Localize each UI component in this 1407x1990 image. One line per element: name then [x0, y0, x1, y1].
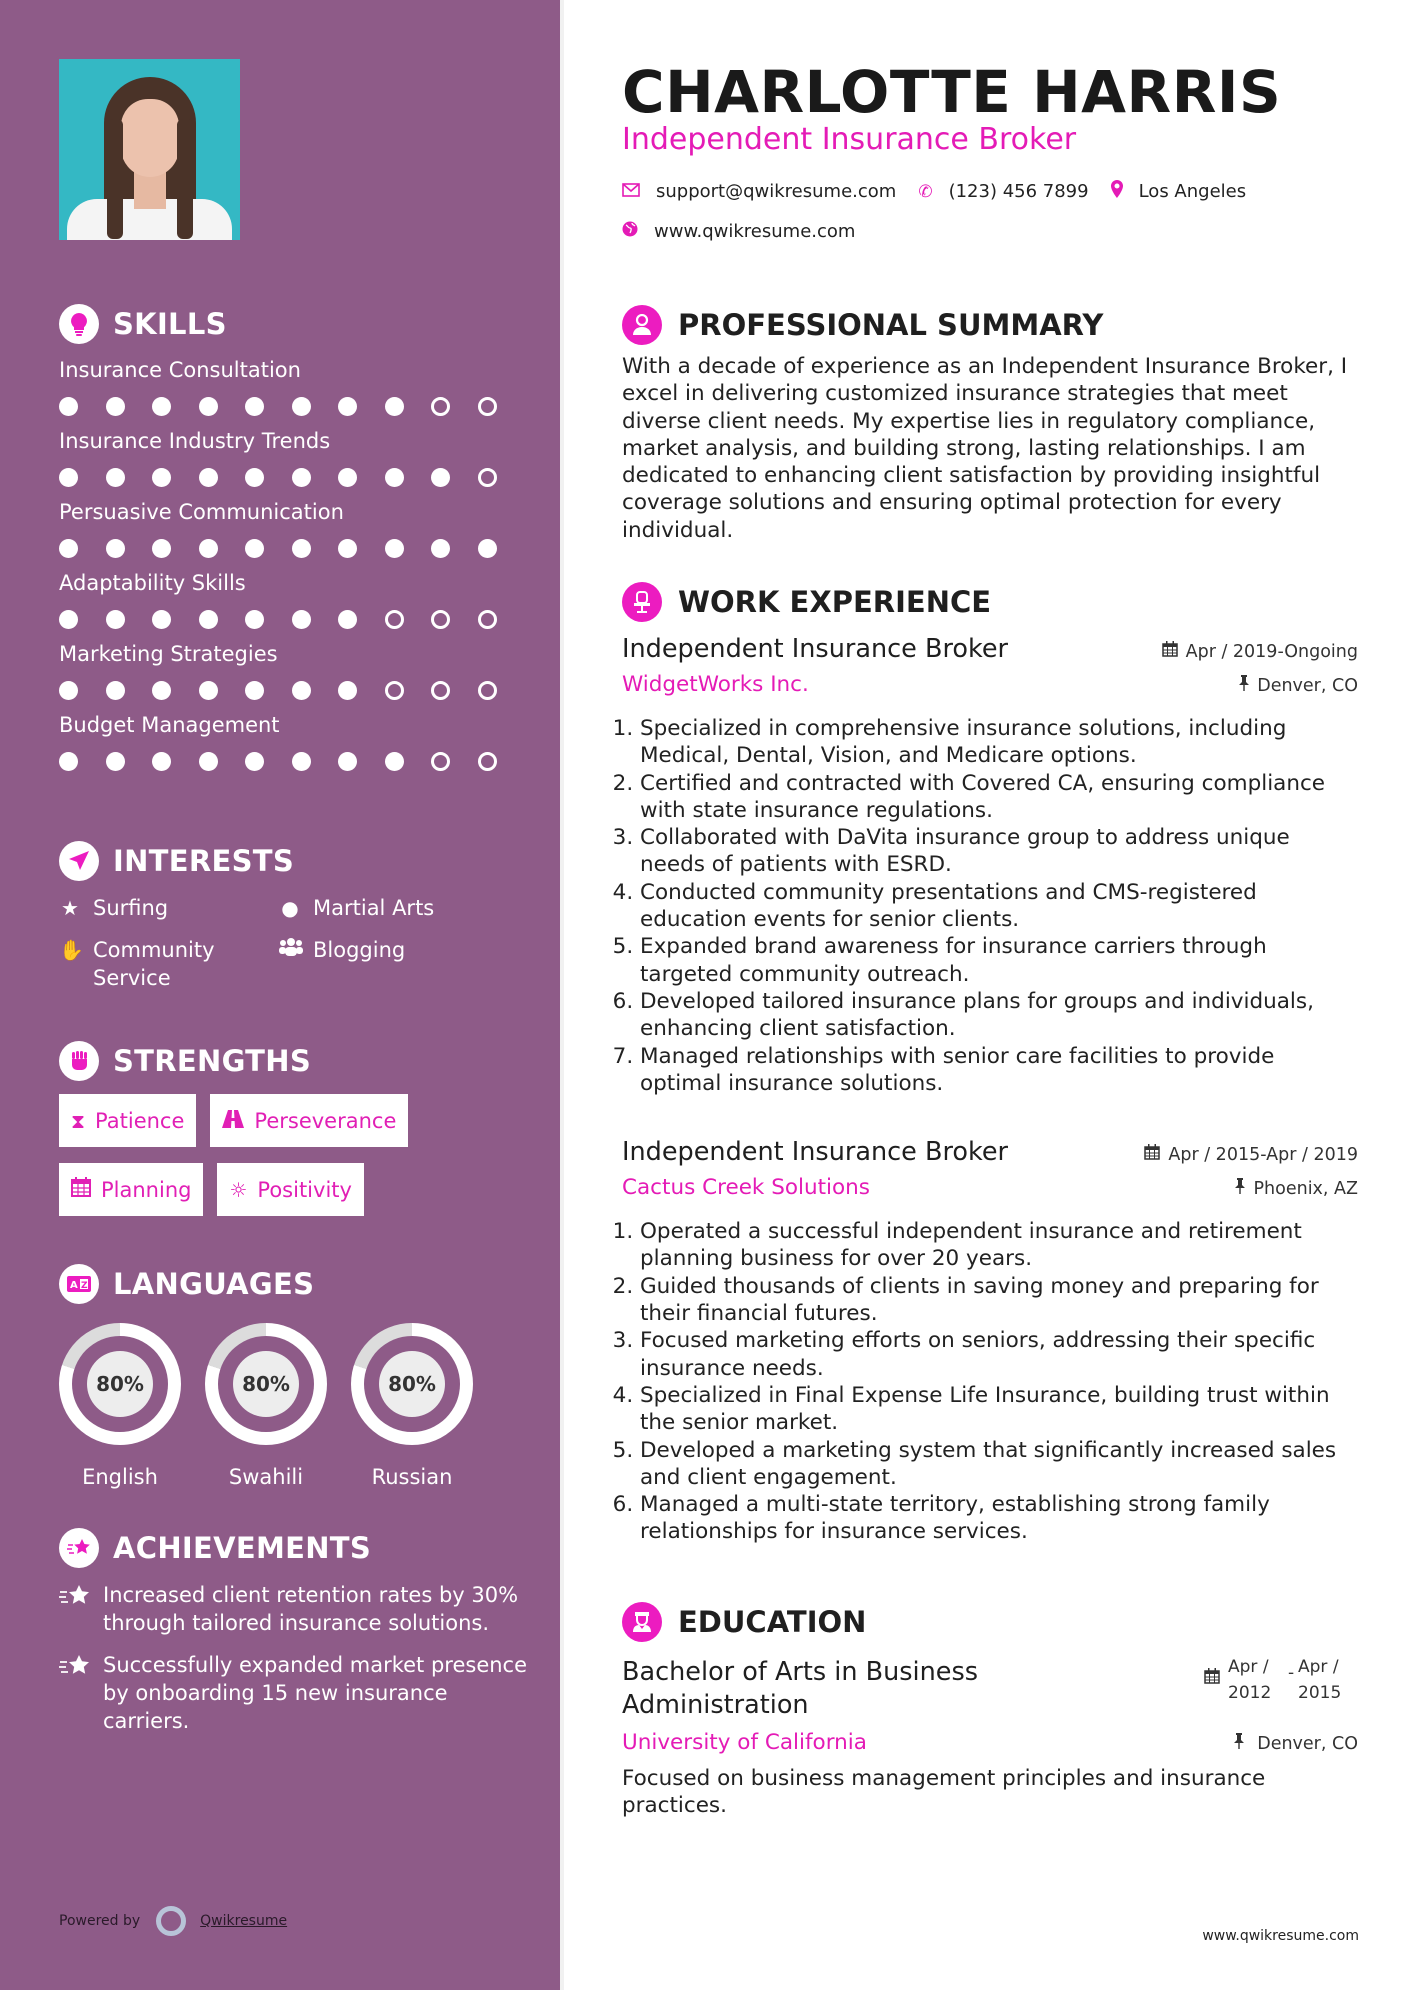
rating-dot-filled: [106, 468, 125, 487]
education-title: EDUCATION: [678, 1605, 867, 1639]
job-title: Independent Insurance Broker: [622, 634, 1008, 664]
rating-dot-empty: [478, 752, 497, 771]
rating-dot-filled: [245, 468, 264, 487]
shooting-star-icon: [59, 1653, 93, 1735]
education-school: University of California: [622, 1730, 867, 1755]
graduate-icon: [622, 1602, 662, 1642]
user-icon: [622, 305, 662, 345]
summary-text: With a decade of experience as an Independent Insurance Broker, I excel in delivering customized insurance strategies that meet diverse client needs. My expertise lies in regulatory compliance, market analysis, and building strong, lasting relationships. I am dedicated to enhancing client satisfaction by providing insightful coverage solutions and ensuring optimal protection for every individual.: [622, 354, 1348, 543]
shooting-star-icon: [59, 1528, 99, 1568]
rating-dot-empty: [478, 397, 497, 416]
skill-rating: [59, 396, 539, 416]
achievements-header: [59, 1527, 539, 1569]
education-location-text: Denver, CO: [1257, 1734, 1358, 1754]
interest-item: [59, 894, 279, 922]
rating-dot-filled: [338, 752, 357, 771]
rating-dot-filled: [106, 397, 125, 416]
map-pin-icon: [1111, 180, 1123, 203]
skill-rating: [59, 538, 539, 558]
achievement-item: [59, 1581, 539, 1637]
rating-dot-filled: [152, 397, 171, 416]
language-item: [59, 1323, 181, 1489]
achievements-section: [59, 1527, 539, 1735]
job-dates-text: Apr / 2015-Apr / 2019: [1168, 1145, 1358, 1166]
strength-label: Perseverance: [254, 1108, 397, 1133]
skills-section: [59, 303, 539, 771]
sun-icon: ☼: [229, 1177, 248, 1202]
strengths-list: [59, 1094, 479, 1216]
sidebar-divider: [560, 0, 564, 1990]
summary-section: [622, 303, 1358, 544]
calendar-icon: [71, 1177, 91, 1202]
rating-dot-filled: [431, 539, 450, 558]
strength-label: Patience: [95, 1108, 185, 1133]
rating-dot-filled: [478, 539, 497, 558]
calendar-icon: [1204, 1666, 1220, 1722]
summary-title: PROFESSIONAL SUMMARY: [678, 308, 1104, 342]
skill-item: [59, 426, 539, 487]
skill-item: [59, 355, 539, 416]
rating-dot-filled: [338, 610, 357, 629]
rating-dot-filled: [245, 752, 264, 771]
achievement-text: Increased client retention rates by 30% through tailored insurance solutions.: [103, 1583, 519, 1635]
rating-dot-filled: [152, 681, 171, 700]
skills-list: [59, 355, 539, 771]
interest-label: Blogging: [313, 938, 406, 962]
rating-dot-filled: [338, 397, 357, 416]
envelope-icon: [622, 182, 640, 202]
skill-rating: [59, 609, 539, 629]
job-duty: 1. Operated a successful independent insurance and retirement planning business for over 20 years.: [640, 1218, 1358, 1273]
calendar-icon: [1162, 642, 1178, 661]
rating-dot-filled: [199, 752, 218, 771]
rating-dot-filled: [338, 468, 357, 487]
languages-section: [59, 1263, 539, 1489]
globe-icon: ●: [281, 896, 299, 920]
job-entry: [622, 1137, 1358, 1546]
globe-icon: [622, 221, 638, 242]
rating-dot-filled: [292, 468, 311, 487]
job-entry: [622, 634, 1358, 1097]
rating-dot-filled: [106, 752, 125, 771]
rating-dot-filled: [59, 681, 78, 700]
footer-website[interactable]: www.qwikresume.com: [1202, 1928, 1359, 1944]
interest-label: Community Service: [93, 938, 215, 990]
strength-chip: [59, 1094, 196, 1147]
candidate-job-title: Independent Insurance Broker: [622, 122, 1077, 157]
summary-header: [622, 303, 1358, 347]
rating-dot-filled: [338, 681, 357, 700]
skill-rating: [59, 680, 539, 700]
phone-icon: ✆: [918, 181, 933, 202]
job-duties: [622, 715, 1358, 1097]
rating-dot-filled: [106, 610, 125, 629]
language-item: [351, 1323, 473, 1489]
skills-header: [59, 303, 539, 345]
interest-item: [279, 894, 519, 922]
svg-text:A: A: [70, 1280, 78, 1291]
interest-label: Surfing: [93, 896, 169, 920]
road-icon: [222, 1109, 244, 1133]
skill-item: [59, 710, 539, 771]
job-duty: 4. Conducted community presentations and CMS-registered education events for senior clients.: [640, 879, 1358, 934]
language-name: English: [82, 1465, 158, 1489]
contact-location: Los Angeles: [1138, 181, 1247, 202]
rating-dot-filled: [245, 610, 264, 629]
education-school-row: [622, 1730, 1358, 1755]
rating-dot-filled: [292, 539, 311, 558]
skill-name: Budget Management: [59, 713, 280, 737]
job-dates: [1162, 641, 1358, 662]
hand-icon: ✋: [59, 938, 84, 962]
rating-dot-filled: [199, 539, 218, 558]
interest-label: Martial Arts: [313, 896, 435, 920]
rating-dot-filled: [245, 397, 264, 416]
candidate-name: CHARLOTTE HARRIS: [622, 58, 1282, 126]
job-company-row: [622, 672, 1358, 697]
contact-email[interactable]: support@qwikresume.com: [656, 181, 897, 202]
skill-item: [59, 497, 539, 558]
experience-title: WORK EXPERIENCE: [678, 585, 992, 619]
strengths-title: STRENGTHS: [113, 1044, 312, 1078]
users-icon: [279, 936, 301, 964]
education-location: [1234, 1733, 1358, 1754]
rating-dot-filled: [385, 539, 404, 558]
fist-icon: [59, 1041, 99, 1081]
education-degree: Bachelor of Arts in Business Administration: [622, 1657, 979, 1720]
star-icon: ★: [61, 896, 79, 920]
rating-dot-filled: [59, 397, 78, 416]
education-end-date: Apr / 2015: [1298, 1657, 1342, 1703]
skill-name: Insurance Consultation: [59, 358, 301, 382]
job-location-text: Phoenix, AZ: [1253, 1179, 1358, 1200]
education-row: [622, 1656, 1358, 1722]
languages-title: LANGUAGES: [113, 1267, 315, 1301]
job-location: [1235, 1178, 1358, 1199]
experience-header: [622, 580, 1358, 624]
skill-name: Marketing Strategies: [59, 642, 278, 666]
rating-dot-filled: [152, 610, 171, 629]
office-chair-icon: [622, 582, 662, 622]
hourglass-icon: ⧗: [71, 1108, 86, 1133]
jobs-list: [622, 634, 1358, 1546]
rating-dot-filled: [292, 752, 311, 771]
rating-dot-filled: [152, 468, 171, 487]
rating-dot-filled: [106, 681, 125, 700]
rating-dot-filled: [59, 752, 78, 771]
rating-dot-filled: [385, 397, 404, 416]
job-duty: 3. Collaborated with DaVita insurance group to address unique needs of patients with ESRD.: [640, 824, 1358, 879]
strength-chip: [217, 1163, 363, 1216]
language-name: Swahili: [228, 1465, 304, 1489]
languages-list: [59, 1323, 539, 1489]
rating-dot-empty: [431, 610, 450, 629]
rating-dot-filled: [292, 610, 311, 629]
job-location-text: Denver, CO: [1257, 676, 1358, 696]
job-duty: 3. Focused marketing efforts on seniors, addressing their specific insurance needs.: [640, 1327, 1358, 1382]
rating-dot-empty: [385, 681, 404, 700]
rating-dot-filled: [245, 681, 264, 700]
interests-section: [59, 840, 539, 992]
rating-dot-filled: [59, 468, 78, 487]
strength-label: Planning: [101, 1177, 192, 1202]
skill-item: [59, 568, 539, 629]
powered-by: [59, 1906, 287, 1936]
skill-name: Persuasive Communication: [59, 500, 344, 524]
language-progress-ring: [351, 1323, 473, 1445]
education-section: [622, 1600, 1358, 1820]
interest-item: [59, 936, 279, 992]
job-company-row: [622, 1175, 1358, 1200]
job-dates-text: Apr / 2019-Ongoing: [1185, 642, 1358, 662]
photo-hair-left: [107, 119, 123, 239]
qwikresume-link[interactable]: Qwikresume: [200, 1913, 288, 1929]
contact-phone[interactable]: (123) 456 7899: [948, 181, 1089, 202]
lightbulb-icon: [59, 304, 99, 344]
strengths-section: [59, 1040, 539, 1216]
experience-section: [622, 580, 1358, 1546]
rating-dot-filled: [59, 610, 78, 629]
strength-label: Positivity: [257, 1177, 352, 1202]
rating-dot-filled: [385, 468, 404, 487]
rating-dot-filled: [199, 681, 218, 700]
achievements-title: ACHIEVEMENTS: [113, 1531, 372, 1565]
job-title-row: [622, 634, 1358, 664]
language-progress-ring: [205, 1323, 327, 1445]
rating-dot-filled: [385, 752, 404, 771]
education-item: [622, 1656, 1358, 1820]
rating-dot-filled: [292, 681, 311, 700]
language-percent: 80%: [233, 1351, 299, 1417]
translate-icon: [59, 1264, 99, 1304]
job-duty: 5. Expanded brand awareness for insurance carriers through targeted community outreach.: [640, 933, 1358, 988]
pushpin-icon: [1239, 676, 1249, 695]
paper-plane-icon: [59, 841, 99, 881]
rating-dot-empty: [478, 610, 497, 629]
rating-dot-empty: [431, 397, 450, 416]
contact-row: [622, 180, 1246, 203]
rating-dot-filled: [338, 539, 357, 558]
rating-dot-filled: [199, 397, 218, 416]
job-duty: 7. Managed relationships with senior care facilities to provide optimal insurance solutions.: [640, 1043, 1358, 1098]
job-title-row: [622, 1137, 1358, 1167]
language-item: [205, 1323, 327, 1489]
svg-text:Z: Z: [81, 1281, 88, 1291]
education-description: Focused on business management principles and insurance practices.: [622, 1766, 1266, 1819]
education-dates: [1204, 1654, 1358, 1722]
job-duty: 4. Specialized in Final Expense Life Insurance, building trust within the senior market.: [640, 1382, 1358, 1437]
rating-dot-filled: [199, 610, 218, 629]
rating-dot-filled: [292, 397, 311, 416]
skill-name: Adaptability Skills: [59, 571, 246, 595]
job-duty: 2. Certified and contracted with Covered CA, ensuring compliance with state insurance regulations.: [640, 770, 1358, 825]
language-name: Russian: [371, 1465, 453, 1489]
website-row: [622, 221, 855, 242]
languages-header: [59, 1263, 539, 1305]
job-company: Cactus Creek Solutions: [622, 1175, 871, 1201]
photo-hair-right: [177, 119, 193, 239]
pushpin-icon: [1234, 1734, 1249, 1753]
skills-title: SKILLS: [113, 307, 227, 341]
photo-face: [121, 99, 179, 177]
strength-chip: [210, 1094, 408, 1147]
language-percent: 80%: [379, 1351, 445, 1417]
pushpin-icon: [1235, 1179, 1245, 1198]
powered-by-label: Powered by: [59, 1913, 141, 1929]
achievement-item: [59, 1651, 539, 1735]
job-location: [1239, 675, 1358, 696]
job-dates: [1144, 1144, 1358, 1165]
profile-photo: [59, 59, 240, 240]
education-header: [622, 1600, 1358, 1644]
job-title: Independent Insurance Broker: [622, 1137, 1008, 1168]
rating-dot-empty: [431, 752, 450, 771]
job-duty: 2. Guided thousands of clients in saving money and preparing for their financial futures.: [640, 1273, 1358, 1328]
language-progress-ring: [59, 1323, 181, 1445]
achievement-text: Successfully expanded market presence by onboarding 15 new insurance carriers.: [103, 1653, 528, 1733]
education-start-date: Apr / 2012: [1228, 1657, 1272, 1703]
calendar-icon: [1144, 1145, 1160, 1164]
rating-dot-empty: [431, 681, 450, 700]
strength-chip: [59, 1163, 203, 1216]
rating-dot-filled: [152, 752, 171, 771]
rating-dot-empty: [478, 468, 497, 487]
interest-item: [279, 936, 519, 992]
rating-dot-empty: [385, 610, 404, 629]
rating-dot-filled: [431, 468, 450, 487]
rating-dot-filled: [245, 539, 264, 558]
contact-website[interactable]: www.qwikresume.com: [654, 221, 856, 242]
language-percent: 80%: [87, 1351, 153, 1417]
strengths-header: [59, 1040, 539, 1082]
skill-item: [59, 639, 539, 700]
job-duty: 5. Developed a marketing system that significantly increased sales and client engagement.: [640, 1437, 1358, 1492]
interests-title: INTERESTS: [113, 844, 295, 878]
interests-header: [59, 840, 539, 882]
rating-dot-filled: [152, 539, 171, 558]
qwikresume-logo-icon: [156, 1906, 186, 1936]
job-company: WidgetWorks Inc.: [622, 672, 809, 697]
job-duty: 6. Developed tailored insurance plans for groups and individuals, enhancing client satisfaction.: [640, 988, 1358, 1043]
interests-list: [59, 894, 539, 992]
job-duty: 1. Specialized in comprehensive insurance solutions, including Medical, Dental, Vision, and Medicare options.: [640, 715, 1358, 770]
rating-dot-filled: [59, 539, 78, 558]
shooting-star-icon: [59, 1583, 93, 1637]
job-duty: 6. Managed a multi-state territory, establishing strong family relationships for insurance services.: [640, 1491, 1358, 1546]
skill-name: Insurance Industry Trends: [59, 429, 331, 453]
rating-dot-filled: [199, 468, 218, 487]
rating-dot-filled: [106, 539, 125, 558]
skill-rating: [59, 751, 539, 771]
rating-dot-empty: [478, 681, 497, 700]
job-duties: [622, 1218, 1358, 1546]
date-separator: -: [1288, 1663, 1295, 1683]
skill-rating: [59, 467, 539, 487]
